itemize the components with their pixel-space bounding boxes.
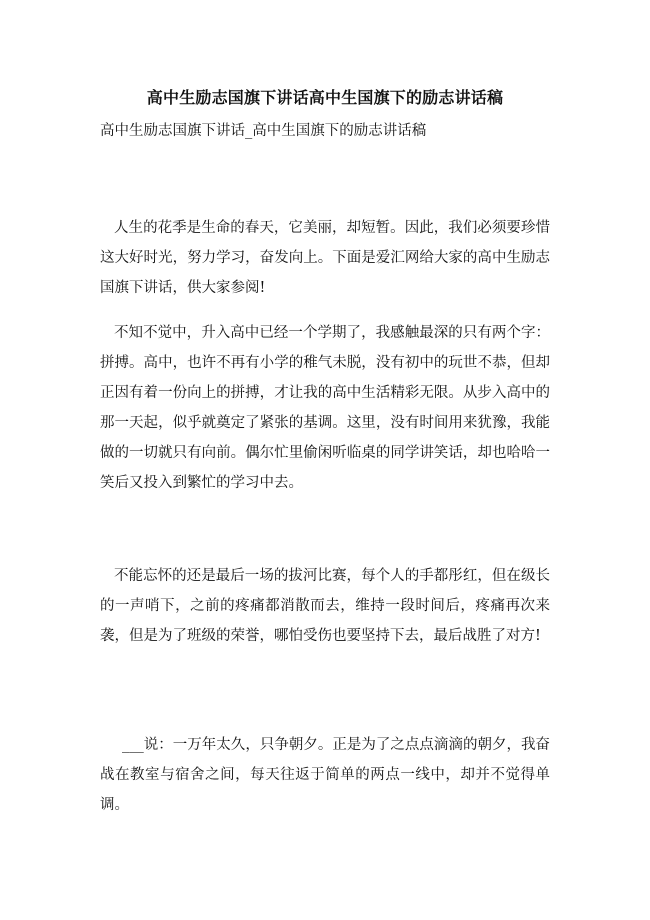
paragraph-tug-of-war: 不能忘怀的还是最后一场的拔河比赛，每个人的手都彤红，但在级长的一声哨下，之前的疼痛都消散而去，维持一段时间后，疼痛再次来袭，但是为了班级的荣誉，哪怕受伤也要坚持下去，最后战胜了对方! xyxy=(100,568,550,644)
paragraph-struggle: 不知不觉中，升入高中已经一个学期了，我感触最深的只有两个字：拼搏。高中，也许不再有小学的稚气未脱，没有初中的玩世不恭，但却正因有着一份向上的拼搏，才让我的高中生活精彩无限。从步入高中的那一天起，似乎就奠定了紧张的基调。这里，没有时间用来犹豫，我能做的一切就只有向前。偶尔忙里偷闲听临桌的同学讲笑话，却也哈哈一笑后又投入到繁忙的学习中去。 xyxy=(100,325,550,491)
paragraph-quote: ___说：一万年太久，只争朝夕。正是为了之点点滴滴的朝夕，我奋战在教室与宿舍之间，每天往返于简单的两点一线中，却并不觉得单调。 xyxy=(100,737,550,813)
paragraph-intro: 人生的花季是生命的春天，它美丽，却短暂。因此，我们必须要珍惜这大好时光，努力学习，奋发向上。下面是爱汇网给大家的高中生励志国旗下讲话，供大家参阅! xyxy=(100,220,550,296)
document-subtitle: 高中生励志国旗下讲话_高中生国旗下的励志讲话稿 xyxy=(100,123,427,139)
document-title: 高中生励志国旗下讲话高中生国旗下的励志讲话稿 xyxy=(146,88,504,107)
